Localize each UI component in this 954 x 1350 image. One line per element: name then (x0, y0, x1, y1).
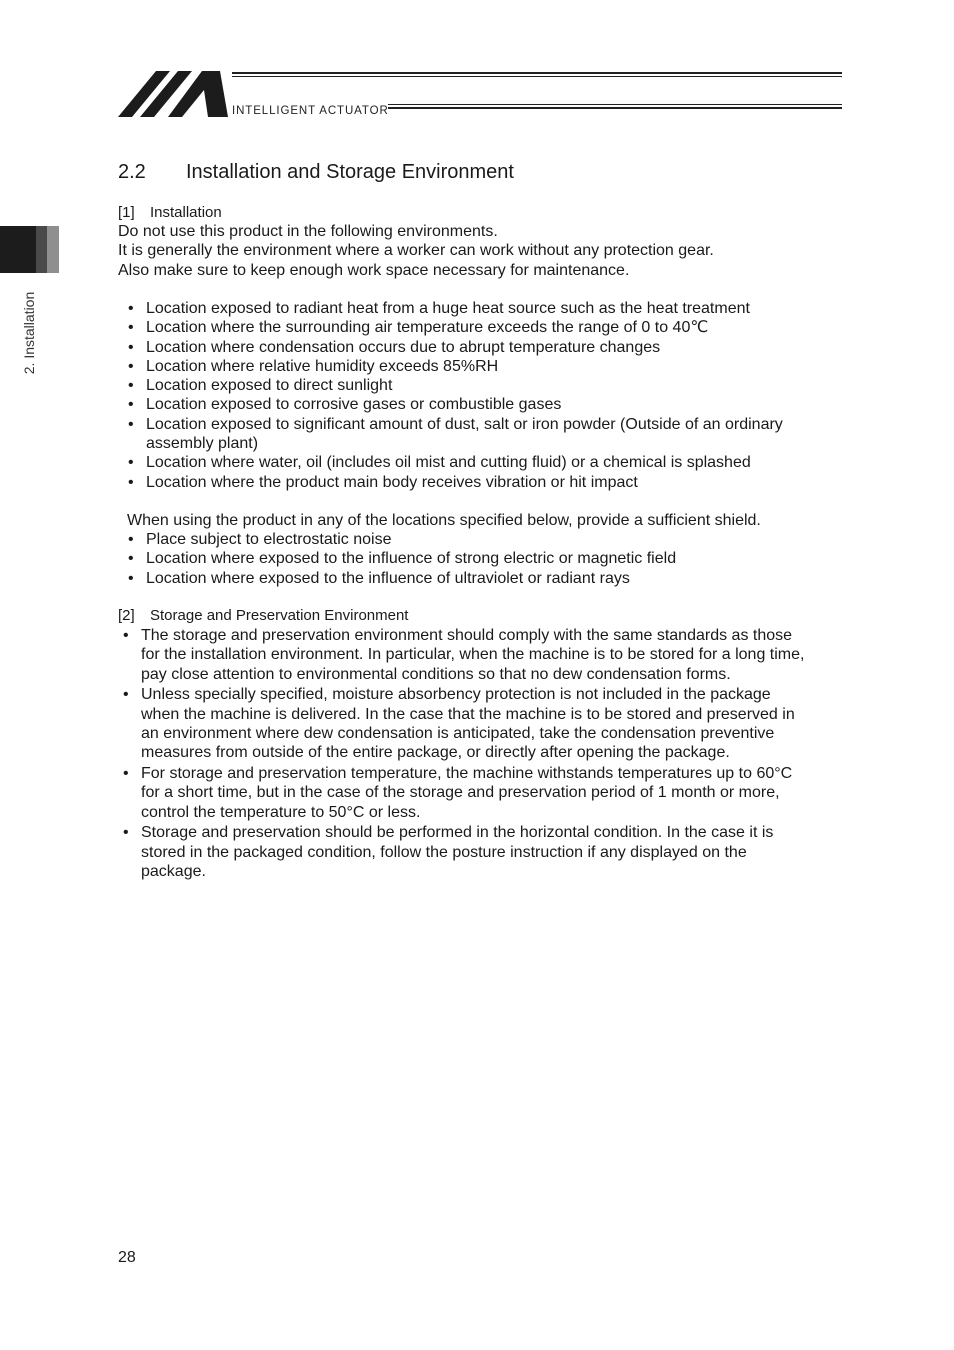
list-item: • Location exposed to corrosive gases or combustible gases (128, 396, 562, 414)
chapter-side-label: 2. Installation (21, 291, 37, 375)
bullet: • (128, 473, 134, 491)
section-number: 2.2 (118, 161, 146, 183)
shield-locations-list (128, 530, 796, 588)
list-item: • Location where the product main body receives vibration or hit impact (128, 473, 638, 491)
bullet: • (128, 338, 134, 356)
company-logo (118, 70, 232, 118)
list-item: • Location where relative humidity exceeds 85%RH (128, 357, 499, 375)
shield-intro: When using the product in any of the locations specified below, provide a sufficient shield. (127, 512, 761, 529)
header-rule (232, 72, 842, 74)
subsection-number: [1] (118, 204, 135, 221)
list-item: • Location where exposed to the influence of ultraviolet or radiant rays (128, 569, 630, 587)
bullet: • (128, 569, 134, 587)
list-item: • For storage and preservation temperature, the machine withstands temperatures up to 60°C for a short time, but in the case of the storage and preservation period of 1 month or more, control the temperature to 50°C or less. (123, 765, 793, 821)
bullet: • (128, 454, 134, 472)
subsection-heading-installation (118, 204, 222, 221)
list-item: • Location exposed to radiant heat from a huge heat source such as the heat treatment (128, 300, 750, 317)
prohibited-locations-list (128, 299, 796, 492)
list-item: • Location where the surrounding air temperature exceeds the range of 0 to 40℃ (128, 319, 709, 337)
subsection-title: Storage and Preservation Environment (150, 607, 409, 624)
bullet: • (128, 415, 134, 433)
brand-name: INTELLIGENT ACTUATOR (232, 105, 389, 117)
bullet: • (128, 357, 134, 375)
subsection-title: Installation (150, 204, 222, 221)
bullet: • (128, 531, 134, 548)
list-item: • Unless specially specified, moisture absorbency protection is not included in the package when the machine is delivered. In the case that the machine is to be stored and preserved in an environment where dew condensation is anticipated, take the condensation preventive measures from outside of the entire package, or directly after opening the package. (123, 686, 795, 762)
chapter-tab-marker (0, 226, 36, 273)
bullet: • (123, 686, 129, 704)
list-item: • Location where exposed to the influence of strong electric or magnetic field (128, 550, 677, 568)
bullet: • (128, 550, 134, 568)
header-rule (388, 107, 842, 109)
intro-line: It is generally the environment where a worker can work without any protection gear. (118, 242, 714, 260)
bullet: • (123, 824, 129, 842)
bullet: • (123, 627, 129, 644)
installation-intro (118, 222, 714, 280)
bullet: • (123, 765, 129, 783)
list-item: • Storage and preservation should be performed in the horizontal condition. In the case it is stored in the packaged condition, follow the posture instruction if any displayed on the package. (123, 824, 774, 881)
list-item: • Location where condensation occurs due to abrupt temperature changes (128, 338, 661, 356)
subsection-heading-storage (118, 607, 408, 624)
bullet: • (128, 377, 134, 395)
intro-line: Do not use this product in the following environments. (118, 223, 498, 240)
page-number: 28 (118, 1249, 136, 1266)
bullet: • (128, 300, 134, 317)
bullet: • (128, 396, 134, 414)
subsection-number: [2] (118, 607, 135, 624)
chapter-tab-marker (36, 226, 47, 273)
intro-line: Also make sure to keep enough work space necessary for maintenance. (118, 261, 630, 279)
list-item: • Location exposed to significant amount of dust, salt or iron powder (Outside of an ordinary assembly plant) (128, 415, 783, 453)
header-rule (232, 76, 842, 77)
bullet: • (128, 319, 134, 337)
section-title: Installation and Storage Environment (186, 161, 514, 183)
chapter-tab-marker (47, 226, 59, 273)
list-item: • Place subject to electrostatic noise (128, 531, 392, 548)
list-item: • The storage and preservation environment should comply with the same standards as those for the installation environment. In particular, when the machine is to be stored for a long time, pay close attention to environmental conditions so that no dew condensation forms. (123, 627, 805, 683)
list-item: • Location exposed to direct sunlight (128, 377, 393, 395)
storage-guidelines-list (123, 626, 813, 881)
list-item: • Location where water, oil (includes oil mist and cutting fluid) or a chemical is splashed (128, 454, 751, 472)
header-rule (388, 104, 842, 105)
